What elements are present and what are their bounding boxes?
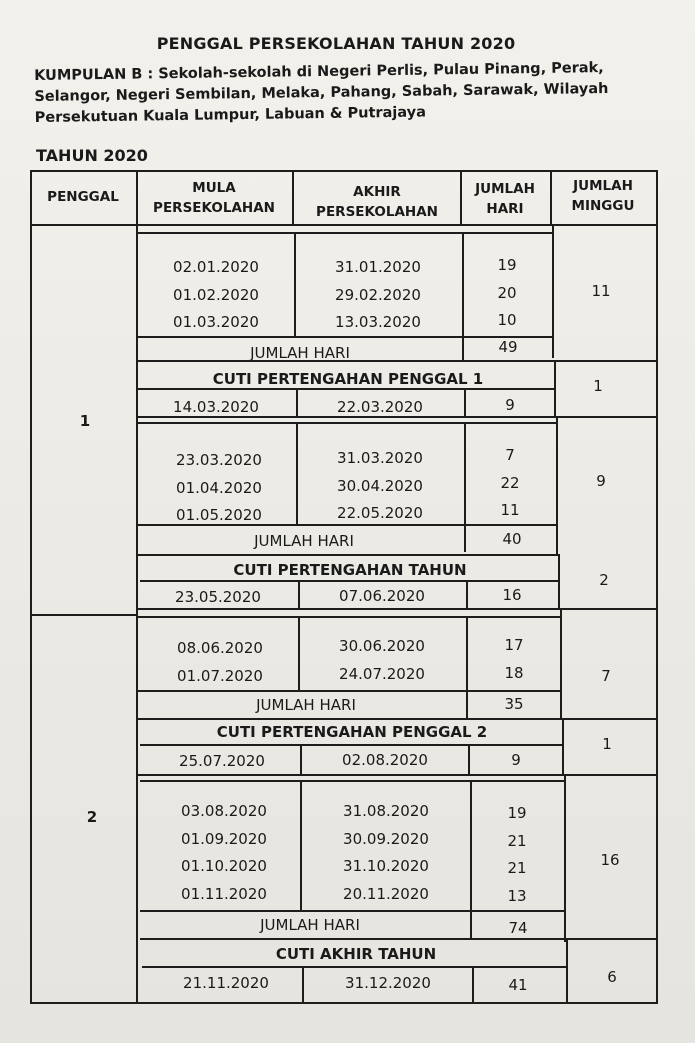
row-rule xyxy=(136,774,658,776)
col-rule-hari-head xyxy=(550,170,552,224)
date-cell: 31.03.2020 xyxy=(337,449,423,467)
days-cell: 11 xyxy=(500,501,520,519)
header-akhir-line1: AKHIR xyxy=(353,184,401,200)
header-akhir-line2: PERSEKOLAHAN xyxy=(316,204,438,220)
col-rule xyxy=(562,718,564,774)
date-cell: 30.04.2020 xyxy=(337,476,423,495)
col-rule xyxy=(464,388,466,416)
days-cell: 7 xyxy=(505,446,515,464)
p2a-jumlah-hari: 35 xyxy=(504,695,524,713)
date-cell: 01.04.2020 xyxy=(176,478,262,497)
date-cell: 01.05.2020 xyxy=(176,506,262,524)
page-title: PENGGAL PERSEKOLAHAN TAHUN 2020 xyxy=(156,34,516,53)
header-penggal: PENGGAL xyxy=(47,189,119,205)
col-rule xyxy=(464,422,466,552)
cuti-tahun-minggu: 2 xyxy=(599,571,609,589)
col-rule xyxy=(296,422,298,524)
row-rule xyxy=(140,780,564,782)
p1b-jumlah-hari: 40 xyxy=(502,530,522,548)
header-mula-line1: MULA xyxy=(192,180,236,196)
row-rule xyxy=(140,744,562,746)
p2a-akhir-list xyxy=(339,633,425,688)
cuti-penggal-2-hari: 9 xyxy=(511,751,521,769)
cuti-tahun-title: CUTI PERTENGAHAN TAHUN xyxy=(233,561,467,579)
date-cell: 22.05.2020 xyxy=(337,504,423,522)
cuti-akhir-tahun-minggu: 6 xyxy=(607,968,617,986)
days-cell: 10 xyxy=(497,311,517,329)
cuti-tahun-akhir: 07.06.2020 xyxy=(339,587,425,605)
row-rule xyxy=(136,360,658,362)
col-rule xyxy=(466,580,468,608)
cuti-tahun-hari: 16 xyxy=(502,586,522,604)
col-rule xyxy=(470,780,472,938)
p1a-jumlah-hari: 49 xyxy=(498,338,518,356)
row-rule xyxy=(138,718,658,720)
col-rule xyxy=(296,388,298,416)
p2a-hari-list xyxy=(504,632,523,687)
col-rule xyxy=(566,938,568,1002)
date-cell: 31.01.2020 xyxy=(335,258,421,276)
group-description: KUMPULAN B : Sekolah-sekolah di Negeri Perlis, Pulau Pinang, Perak, Selangor, Negeri Sembilan, Melaka, Pahang, Sabah, Sarawak, Wilayah Persekutuan Kuala Lumpur, Labuan & Putrajaya xyxy=(34,60,609,126)
cuti-akhir-tahun-akhir: 31.12.2020 xyxy=(345,974,431,992)
col-rule-penggal xyxy=(136,170,138,1004)
table-border-right xyxy=(656,170,658,1004)
cuti-tahun-mula: 23.05.2020 xyxy=(175,588,261,606)
p2b-minggu: 16 xyxy=(600,851,620,869)
days-cell: 21 xyxy=(507,859,527,877)
p1a-akhir-list xyxy=(335,254,421,337)
penggal-1-label: 1 xyxy=(79,412,91,430)
date-cell: 29.02.2020 xyxy=(335,285,421,304)
days-cell: 17 xyxy=(504,636,524,654)
days-cell: 13 xyxy=(507,886,527,905)
col-rule xyxy=(556,416,558,554)
date-cell: 31.10.2020 xyxy=(343,857,429,875)
cuti-penggal-1-akhir: 22.03.2020 xyxy=(337,398,423,416)
row-rule xyxy=(142,966,566,968)
cuti-penggal-2-title: CUTI PERTENGAHAN PENGGAL 2 xyxy=(216,723,488,741)
row-rule xyxy=(138,616,560,618)
row-rule xyxy=(136,608,658,610)
p2b-jumlah-hari: 74 xyxy=(508,919,528,937)
date-cell: 01.11.2020 xyxy=(181,884,267,903)
p2a-minggu: 7 xyxy=(601,667,611,685)
date-cell: 02.01.2020 xyxy=(173,258,259,276)
cuti-penggal-2-mula: 25.07.2020 xyxy=(179,752,265,770)
table-border-left xyxy=(30,170,32,1004)
p1a-hari-list xyxy=(497,252,516,335)
p1b-mula-list xyxy=(176,447,262,530)
date-cell: 01.09.2020 xyxy=(181,829,267,848)
days-cell: 19 xyxy=(497,256,517,274)
days-cell: 22 xyxy=(500,473,520,492)
row-rule xyxy=(138,422,556,424)
cuti-penggal-1-title: CUTI PERTENGAHAN PENGGAL 1 xyxy=(212,370,484,388)
days-cell: 19 xyxy=(507,804,527,822)
p1b-akhir-list xyxy=(337,445,423,528)
col-rule xyxy=(468,744,470,774)
col-rule xyxy=(300,780,302,910)
row-rule xyxy=(138,388,556,390)
header-bottom-rule xyxy=(30,224,658,226)
date-cell: 01.03.2020 xyxy=(173,313,259,331)
cuti-penggal-2-akhir: 02.08.2020 xyxy=(342,751,428,769)
header-jumlah-minggu-line1: JUMLAH xyxy=(573,178,633,194)
row-rule xyxy=(140,580,560,582)
date-cell: 01.07.2020 xyxy=(177,666,263,685)
p1b-minggu: 9 xyxy=(596,472,606,490)
p1b-hari-list xyxy=(500,442,519,525)
penggal-2-label: 2 xyxy=(86,808,98,826)
cuti-penggal-1-hari: 9 xyxy=(505,396,515,414)
col-rule xyxy=(298,580,300,608)
days-cell: 21 xyxy=(507,831,527,850)
p1a-minggu: 11 xyxy=(591,282,611,300)
p2b-mula-list xyxy=(181,798,267,908)
col-rule xyxy=(472,966,474,1002)
date-cell: 08.06.2020 xyxy=(177,639,263,657)
p2b-akhir-list xyxy=(343,798,429,908)
header-jumlah-hari-line2: HARI xyxy=(486,201,524,217)
date-cell: 23.03.2020 xyxy=(176,451,262,469)
days-cell: 18 xyxy=(504,663,524,682)
date-cell: 30.06.2020 xyxy=(339,637,425,655)
header-jumlah-hari-line1: JUMLAH xyxy=(475,181,535,197)
cuti-akhir-tahun-hari: 41 xyxy=(508,976,528,994)
table-border-bottom xyxy=(30,1002,658,1004)
cuti-penggal-1-mula: 14.03.2020 xyxy=(173,398,259,416)
col-rule-akhir-head xyxy=(460,170,462,224)
cuti-penggal-1-minggu: 1 xyxy=(593,377,603,395)
p2b-hari-list xyxy=(507,800,526,910)
row-rule xyxy=(138,690,562,692)
col-rule xyxy=(298,616,300,690)
date-cell: 20.11.2020 xyxy=(343,884,429,903)
date-cell: 30.09.2020 xyxy=(343,829,429,848)
school-term-table xyxy=(30,170,658,1004)
row-rule xyxy=(140,910,566,912)
cuti-penggal-2-minggu: 1 xyxy=(602,735,612,753)
header-jumlah-minggu-line2: MINGGU xyxy=(571,198,635,214)
days-cell: 20 xyxy=(497,283,517,302)
col-rule xyxy=(466,616,468,718)
col-rule xyxy=(300,744,302,774)
date-cell: 13.03.2020 xyxy=(335,313,421,331)
row-rule xyxy=(140,938,658,940)
penggal-divider xyxy=(30,614,138,616)
p1a-mula-list xyxy=(173,254,259,337)
p1b-jumlah-label: JUMLAH HARI xyxy=(254,532,354,550)
col-rule xyxy=(558,554,560,610)
table-border-top xyxy=(30,170,658,172)
col-rule-mula-head xyxy=(292,170,294,224)
date-cell: 24.07.2020 xyxy=(339,664,425,683)
p1a-jumlah-label: JUMLAH HARI xyxy=(250,344,350,362)
col-rule xyxy=(302,966,304,1002)
col-rule xyxy=(294,232,296,336)
row-rule xyxy=(136,232,554,234)
date-cell: 03.08.2020 xyxy=(181,802,267,820)
col-rule xyxy=(462,232,464,362)
cuti-akhir-tahun-title: CUTI AKHIR TAHUN xyxy=(275,945,437,963)
year-label: TAHUN 2020 xyxy=(36,146,148,165)
date-cell: 01.10.2020 xyxy=(181,857,267,875)
row-rule xyxy=(136,416,658,418)
p2b-jumlah-label: JUMLAH HARI xyxy=(260,916,360,934)
row-rule xyxy=(138,554,558,556)
date-cell: 01.02.2020 xyxy=(173,285,259,304)
p2a-jumlah-label: JUMLAH HARI xyxy=(256,696,356,714)
cuti-akhir-tahun-mula: 21.11.2020 xyxy=(183,974,269,992)
col-rule xyxy=(554,360,556,416)
date-cell: 31.08.2020 xyxy=(343,802,429,820)
p2a-mula-list xyxy=(177,635,263,690)
header-mula-line2: PERSEKOLAHAN xyxy=(153,200,275,216)
col-rule xyxy=(564,774,566,942)
col-rule xyxy=(560,608,562,718)
